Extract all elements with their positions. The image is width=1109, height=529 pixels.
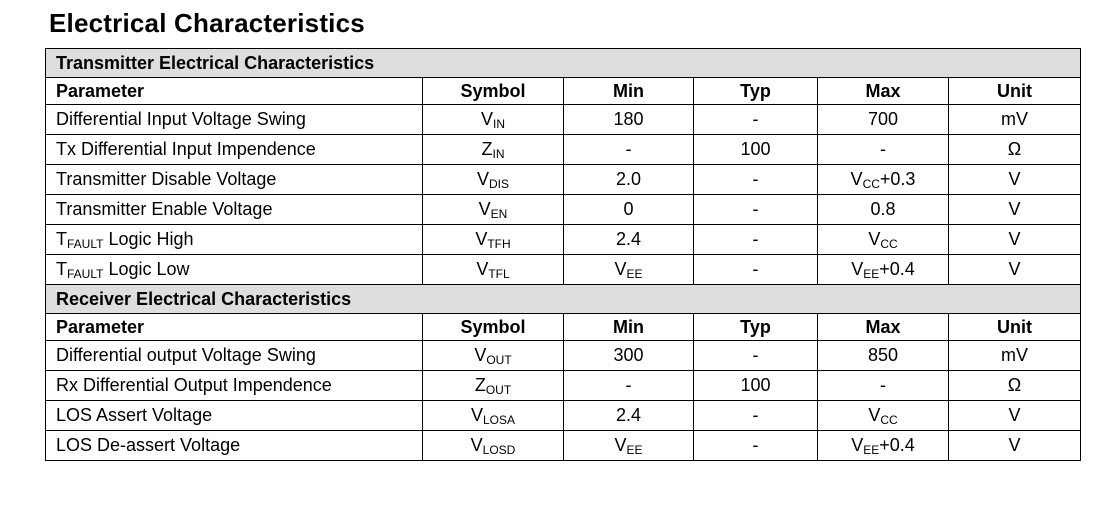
cell-parameter: LOS Assert Voltage	[46, 401, 423, 431]
cell-min: 300	[564, 341, 694, 371]
cell-typ: -	[694, 195, 818, 225]
cell-unit: V	[949, 401, 1081, 431]
cell-min: 2.4	[564, 225, 694, 255]
cell-typ: -	[694, 255, 818, 285]
cell-parameter: Transmitter Disable Voltage	[46, 165, 423, 195]
cell-min: 180	[564, 105, 694, 135]
cell-unit: V	[949, 195, 1081, 225]
cell-max: $V_{EE}+0.4$	[818, 431, 949, 461]
column-header-max: Max	[818, 78, 949, 105]
cell-max: $V_{CC}$	[818, 401, 949, 431]
cell-min: $V_{EE}$	[564, 431, 694, 461]
cell-unit: Ω	[949, 135, 1081, 165]
column-header-row	[46, 314, 1081, 341]
cell-max: $V_{CC}$	[818, 225, 949, 255]
cell-parameter: $T_{FAULT}$ Logic High	[46, 225, 423, 255]
cell-min: -	[564, 135, 694, 165]
cell-max: 850	[818, 341, 949, 371]
cell-symbol: $V_{OUT}$	[423, 341, 564, 371]
cell-symbol: $V_{TFL}$	[423, 255, 564, 285]
cell-min: -	[564, 371, 694, 401]
electrical-characteristics-table	[45, 48, 1081, 461]
cell-min: 2.0	[564, 165, 694, 195]
cell-max: 0.8	[818, 195, 949, 225]
column-header-symbol: Symbol	[423, 78, 564, 105]
table-row	[46, 431, 1081, 461]
cell-max: -	[818, 135, 949, 165]
cell-symbol: $V_{LOSD}$	[423, 431, 564, 461]
section-title: Transmitter Electrical Characteristics	[46, 49, 1081, 78]
page-title: Electrical Characteristics	[49, 8, 365, 38]
cell-symbol: $V_{DIS}$	[423, 165, 564, 195]
cell-max: -	[818, 371, 949, 401]
table-row	[46, 401, 1081, 431]
cell-unit: V	[949, 431, 1081, 461]
cell-symbol: $V_{LOSA}$	[423, 401, 564, 431]
cell-unit: mV	[949, 341, 1081, 371]
section-title-row	[46, 285, 1081, 314]
column-header-unit: Unit	[949, 314, 1081, 341]
column-header-min: Min	[564, 314, 694, 341]
cell-parameter: LOS De-assert Voltage	[46, 431, 423, 461]
cell-symbol: $V_{IN}$	[423, 105, 564, 135]
cell-parameter: Differential output Voltage Swing	[46, 341, 423, 371]
cell-typ: -	[694, 225, 818, 255]
cell-typ: -	[694, 401, 818, 431]
cell-parameter: Tx Differential Input Impendence	[46, 135, 423, 165]
cell-max: $V_{EE}+0.4$	[818, 255, 949, 285]
table-row	[46, 135, 1081, 165]
cell-min: $V_{EE}$	[564, 255, 694, 285]
cell-symbol: $Z_{OUT}$	[423, 371, 564, 401]
cell-typ: -	[694, 431, 818, 461]
cell-unit: V	[949, 165, 1081, 195]
table-row	[46, 165, 1081, 195]
cell-typ: -	[694, 105, 818, 135]
cell-parameter: Transmitter Enable Voltage	[46, 195, 423, 225]
column-header-parameter: Parameter	[46, 314, 423, 341]
cell-parameter: Differential Input Voltage Swing	[46, 105, 423, 135]
cell-max: $V_{CC}+0.3$	[818, 165, 949, 195]
cell-symbol: $Z_{IN}$	[423, 135, 564, 165]
cell-unit: V	[949, 225, 1081, 255]
cell-parameter: $T_{FAULT}$ Logic Low	[46, 255, 423, 285]
column-header-parameter: Parameter	[46, 78, 423, 105]
cell-symbol: $V_{TFH}$	[423, 225, 564, 255]
cell-unit: mV	[949, 105, 1081, 135]
column-header-row	[46, 78, 1081, 105]
table-row	[46, 105, 1081, 135]
cell-typ: -	[694, 341, 818, 371]
column-header-max: Max	[818, 314, 949, 341]
cell-typ: 100	[694, 371, 818, 401]
cell-min: 2.4	[564, 401, 694, 431]
cell-parameter: Rx Differential Output Impendence	[46, 371, 423, 401]
section-title-row	[46, 49, 1081, 78]
table-row	[46, 195, 1081, 225]
table-row	[46, 255, 1081, 285]
cell-symbol: $V_{EN}$	[423, 195, 564, 225]
table-row	[46, 225, 1081, 255]
cell-unit: Ω	[949, 371, 1081, 401]
column-header-unit: Unit	[949, 78, 1081, 105]
cell-min: 0	[564, 195, 694, 225]
column-header-typ: Typ	[694, 78, 818, 105]
column-header-typ: Typ	[694, 314, 818, 341]
cell-max: 700	[818, 105, 949, 135]
column-header-min: Min	[564, 78, 694, 105]
table-row	[46, 371, 1081, 401]
cell-typ: -	[694, 165, 818, 195]
table-row	[46, 341, 1081, 371]
cell-unit: V	[949, 255, 1081, 285]
section-title: Receiver Electrical Characteristics	[46, 285, 1081, 314]
cell-typ: 100	[694, 135, 818, 165]
column-header-symbol: Symbol	[423, 314, 564, 341]
